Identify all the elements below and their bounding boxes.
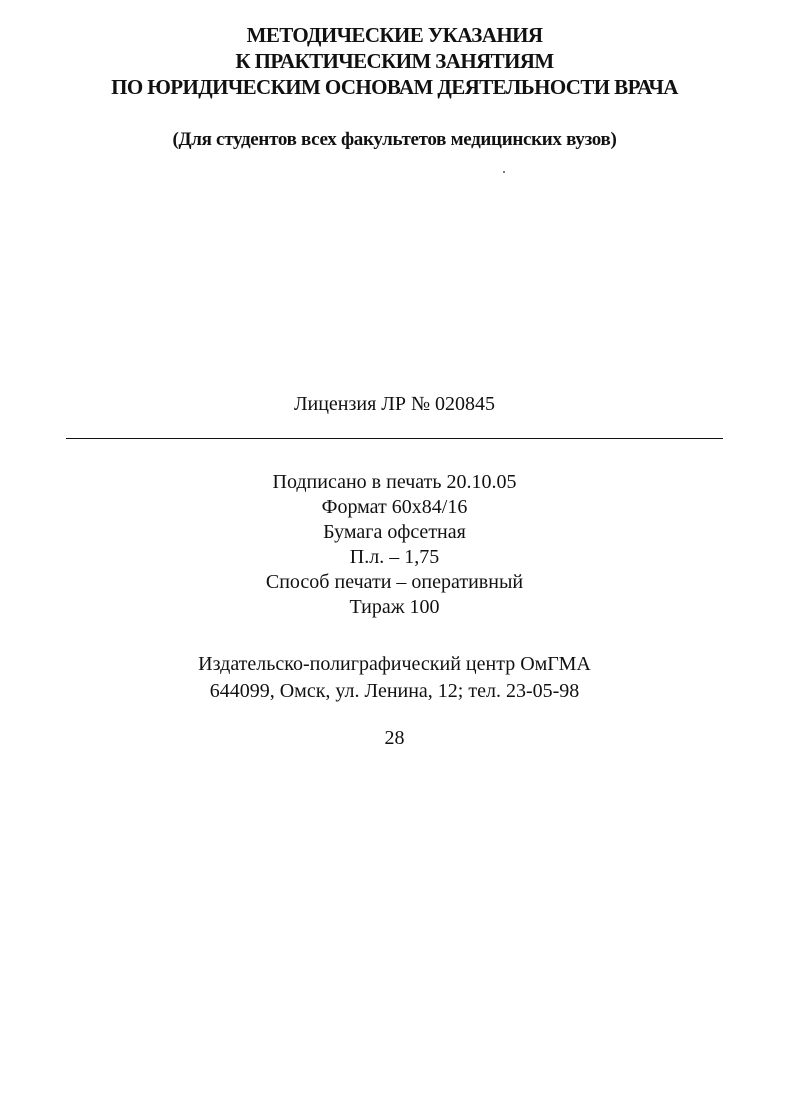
print-speck — [503, 171, 505, 173]
publisher-address: 644099, Омск, ул. Ленина, 12; тел. 23-05-98 — [209, 680, 580, 702]
document-title — [0, 22, 789, 100]
imprint-paper: Бумага офсетная — [323, 521, 466, 543]
page-number: 28 — [384, 727, 405, 749]
imprint-block — [0, 470, 789, 620]
title-line-3: ПО ЮРИДИЧЕСКИМ ОСНОВАМ ДЕЯТЕЛЬНОСТИ ВРАЧА — [111, 75, 678, 99]
imprint-print-method: Способ печати – оперативный — [265, 571, 524, 593]
document-subtitle: (Для студентов всех факультетов медицинских вузов) — [172, 129, 617, 150]
license-number: Лицензия ЛР № 020845 — [293, 393, 496, 415]
publisher-name: Издательско-полиграфический центр ОмГМА — [198, 653, 591, 675]
horizontal-divider — [66, 438, 723, 439]
imprint-sheets: П.л. – 1,75 — [349, 546, 440, 568]
title-line-2: К ПРАКТИЧЕСКИМ ЗАНЯТИЯМ — [235, 49, 554, 73]
imprint-format: Формат 60х84/16 — [321, 496, 468, 518]
imprint-signed-date: Подписано в печать 20.10.05 — [272, 471, 517, 493]
title-line-1: МЕТОДИЧЕСКИЕ УКАЗАНИЯ — [246, 23, 543, 47]
imprint-circulation: Тираж 100 — [349, 596, 440, 618]
publisher-block — [0, 651, 789, 705]
